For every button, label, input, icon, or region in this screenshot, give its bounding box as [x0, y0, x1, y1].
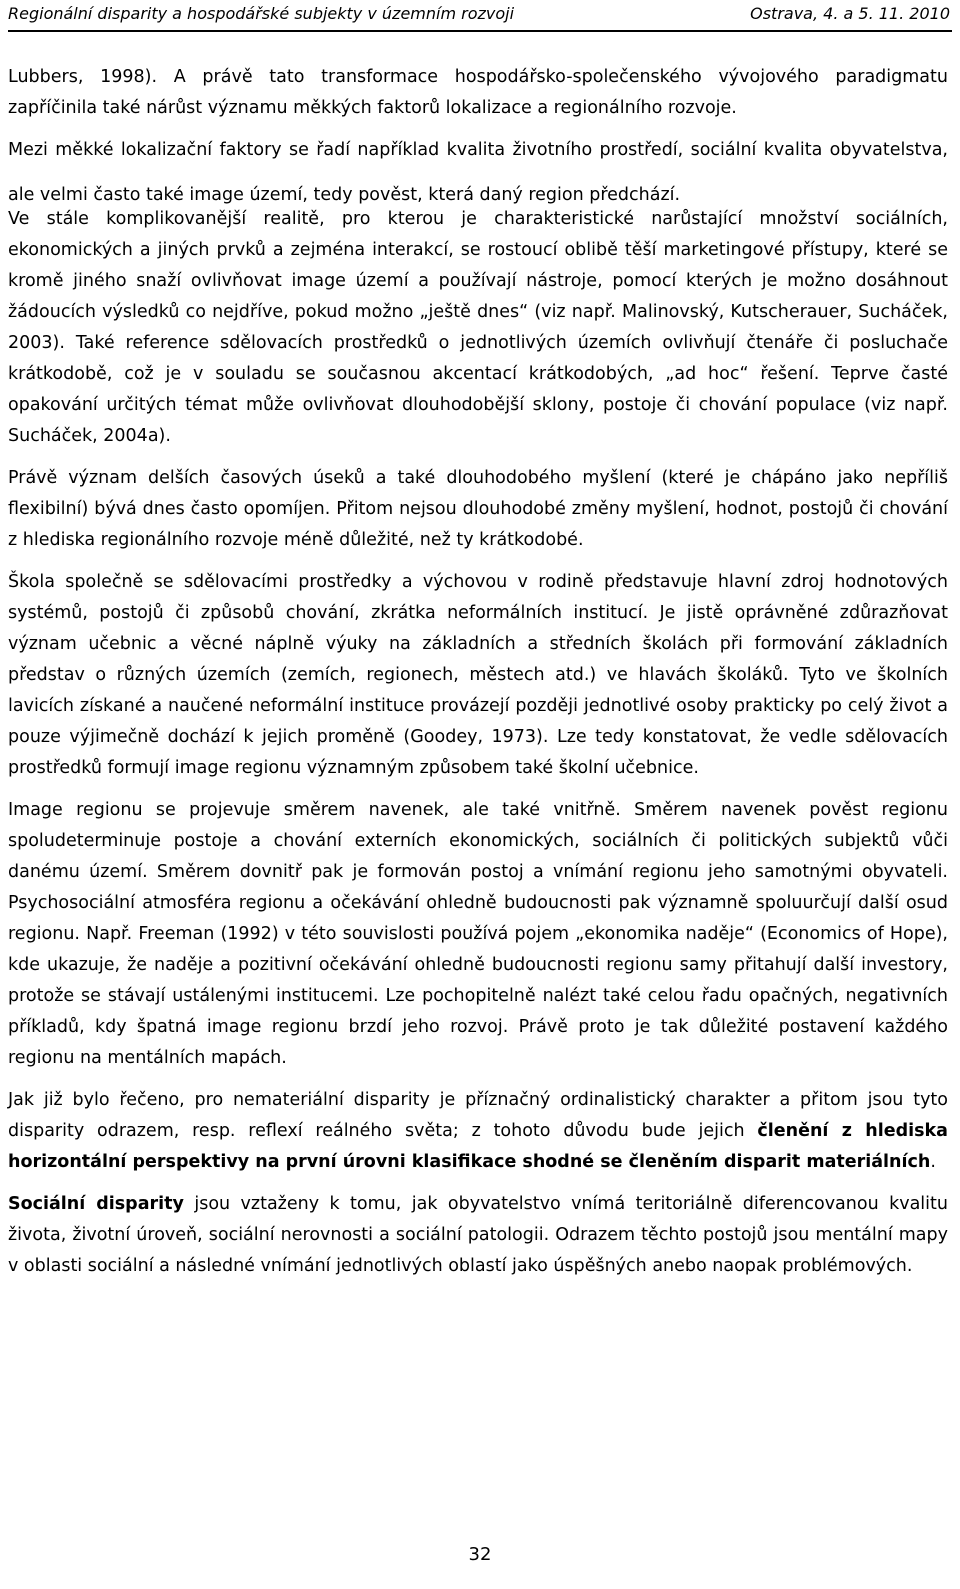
header-conference-title: Regionální disparity a hospodářské subjekty v územním rozvoji	[8, 4, 515, 23]
paragraph-3: Právě význam delších časových úseků a také dlouhodobého myšlení (které je chápáno jako nepříliš flexibilní) bývá dnes často opomíjen. Přitom nejsou dlouhodobé změny myšlení, hodnot, postojů či chování z hlediska regionálního rozvoje méně důležité, než ty krátkodobé.	[8, 468, 948, 550]
paragraph-5: Image regionu se projevuje směrem navenek, ale také vnitřně. Směrem navenek pověst regionu spoludeterminuje postoje a chování externích ekonomických, sociálních či politických subjektů vůči danému území. Směrem dovnitř pak je formován postoj a vnímání regionu jeho samotnými obyvateli. Psychosociální atmosféra regionu a očekávání ohledně budoucnosti pak významně spoluurčují další osud regionu. Např. Freeman (1992) v této souvislosti používá pojem „ekonomika naděje“ (Economics of Hope), kde ukazuje, že naděje a pozitivní očekávání ohledně budoucnosti regionu samy přitahují další investory, protože se stávají ustálenými institucemi. Lze pochopitelně nalézt také celou řadu opačných, negativních příkladů, kdy špatná image regionu brzdí jeho rozvoj. Právě proto je tak důležité postavení každého regionu na mentálních mapách.	[8, 800, 948, 1068]
paragraph-7	[8, 1189, 948, 1282]
paragraph-6-text: Jak již bylo řečeno, pro nemateriální disparity je příznačný ordinalistický charakter a přitom jsou tyto disparity odrazem, resp. reflexí reálného světa; z tohoto důvodu bude jejich	[8, 1090, 948, 1141]
paragraph-1: Lubbers, 1998). A právě tato transformace hospodářsko-společenského vývojového paradigmatu zapříčinila také nárůst významu měkkých faktorů lokalizace a regionálního rozvoje.	[8, 67, 948, 118]
paragraph-6-end: .	[930, 1152, 936, 1172]
paragraph-2-lead: Mezi měkké lokalizační faktory se řadí například kvalita životního prostředí, sociální kvalita obyvatelstva, ale velmi často také image území, tedy pověst, která daný region předchází.	[8, 140, 948, 205]
body-text	[8, 62, 948, 1282]
paragraph-2-rest: Ve stále komplikovanější realitě, pro kterou je charakteristické narůstající množství sociálních, ekonomických a jiných prvků a zejména interakcí, se rostoucí oblibě těší marketingové přístupy, které se kromě jiného snaží ovlivňovat image území a používají nástroje, pomocí kterých je možno dosáhnout žádoucích výsledků co nejdříve, pokud možno „ještě dnes“ (viz např. Malinovský, Kutscherauer, Sucháček, 2003). Také reference sdělovacích prostředků o jednotlivých územích ovlivňují čtenáře či posluchače krátkodobě, což je v souladu se současnou akcentací krátkodobých, „ad hoc“ řešení. Teprve časté opakování určitých témat může ovlivňovat dlouhodobější sklony, postoje či chování populace (viz např. Sucháček, 2004a).	[8, 209, 948, 446]
paragraph-7-term: Sociální disparity	[8, 1194, 184, 1214]
page-header	[8, 2, 952, 32]
header-place-date: Ostrava, 4. a 5. 11. 2010	[750, 4, 950, 23]
paragraph-6	[8, 1085, 948, 1178]
paragraph-7-text: jsou vztaženy k tomu, jak obyvatelstvo vnímá teritoriálně diferencovanou kvalitu života, životní úroveň, sociální nerovnosti a sociální patologii. Odrazem těchto postojů jsou mentální mapy v oblasti sociální a následné vnímání jednotlivých oblastí jako úspěšných anebo naopak problémových.	[8, 1194, 948, 1276]
paragraph-4: Škola společně se sdělovacími prostředky a výchovou v rodině představuje hlavní zdroj hodnotových systémů, postojů či způsobů chování, zkrátka neformálních institucí. Je jistě oprávněné zdůrazňovat význam učebnic a věcné náplně výuky na základních a středních školách při formování základních představ o různých územích (zemích, regionech, městech atd.) ve hlavách školáků. Tyto ve školních lavicích získané a naučené neformální instituce provázejí později jednotlivé osoby prakticky po celý život a pouze výjimečně dochází k jejich proměně (Goodey, 1973). Lze tedy konstatovat, že vedle sdělovacích prostředků formují image regionu významným způsobem také školní učebnice.	[8, 572, 948, 778]
paragraph-2	[8, 204, 948, 452]
paragraph-6-emphasis: členění z hlediska horizontální perspektivy na první úrovni klasifikace shodné se členěním disparit materiálních	[8, 1121, 948, 1172]
page-number: 32	[468, 1544, 492, 1565]
